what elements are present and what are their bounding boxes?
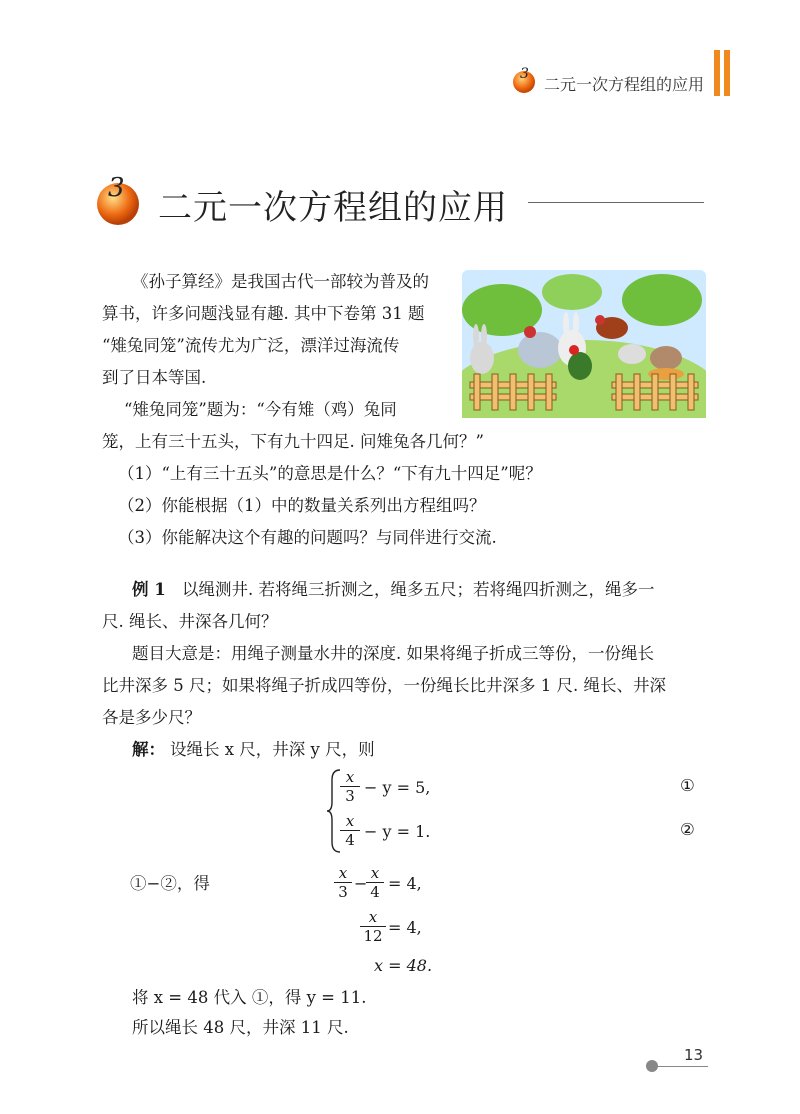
intro-line: “雉兔同笼”题为：“今有雉（鸡）兔同 [124,400,397,419]
step2-fraction: $\frac{x}{12}$ [360,908,386,945]
step1-fraction-a: $\frac{x}{3}$ [334,864,352,901]
meaning-line: 比井深多 5 尺；如果将绳子折成四等份，一份绳长比井深多 1 尺. 绳长、井深 [102,676,666,695]
section-title: 二元一次方程组的应用 [158,188,508,228]
step3: x = 48. [374,956,433,975]
section-ball-icon [510,64,538,96]
chicken-rabbit-illustration [462,270,706,418]
example-line: 以绳测井. 若将绳三折测之，绳多五尺；若将绳四折测之，绳多一 [182,580,655,599]
solution-label: 解： [132,740,165,759]
eq2-tag: ② [680,820,695,839]
eq1-tag: ① [680,776,695,795]
question-1: （1）“上有三十五头”的意思是什么？“下有九十四足”呢？ [118,464,542,483]
running-title: 二元一次方程组的应用 [544,75,705,94]
intro-line: 《孙子算经》是我国古代一部较为普及的 [132,272,429,291]
svg-text:3: 3 [108,173,125,203]
eq2-rest: − y = 1. [364,822,431,841]
eq1-fraction: $\frac{x}{3}$ [340,768,360,805]
solution-text: 设绳长 x 尺，井深 y 尺，则 [170,740,375,759]
question-3: （3）你能解决这个有趣的问题吗？与同伴进行交流. [118,528,497,547]
step1-rest: = 4, [388,874,422,893]
page-number: 13 [684,1046,704,1064]
svg-text:3: 3 [520,66,529,82]
conclusion-line: 所以绳长 48 尺，井深 11 尺. [132,1018,349,1037]
meaning-line: 题目大意是：用绳子测量水井的深度. 如果将绳子折成三等份，一份绳长 [132,644,654,663]
intro-line: 笼，上有三十五头，下有九十四足. 问雉兔各几何？” [102,432,484,451]
step1-fraction-b: $\frac{x}{4}$ [366,864,384,901]
eq1-rest: − y = 5, [364,778,431,797]
question-2: （2）你能根据（1）中的数量关系列出方程组吗？ [118,496,486,515]
intro-line: 算书，许多问题浅显有趣. 其中下卷第 31 题 [102,304,425,323]
title-rule [528,202,704,203]
substitute-line: 将 x = 48 代入 ①，得 y = 11. [132,988,367,1007]
example-line: 尺. 绳长、井深各几何？ [102,612,278,631]
step1-minus: − [354,874,368,893]
header-bars [714,50,734,96]
subtract-label: ①−②，得 [130,874,210,893]
eq2-fraction: $\frac{x}{4}$ [340,812,360,849]
intro-line: “雉兔同笼”流传尤为广泛，漂洋过海流传 [102,336,400,355]
intro-line: 到了日本等国. [102,368,207,387]
example-label: 例 1 [132,580,166,599]
section-number-ball-icon [92,170,144,228]
page-rule [652,1066,708,1067]
step2-rest: = 4, [388,918,422,937]
meaning-line: 各是多少尺？ [102,708,201,727]
